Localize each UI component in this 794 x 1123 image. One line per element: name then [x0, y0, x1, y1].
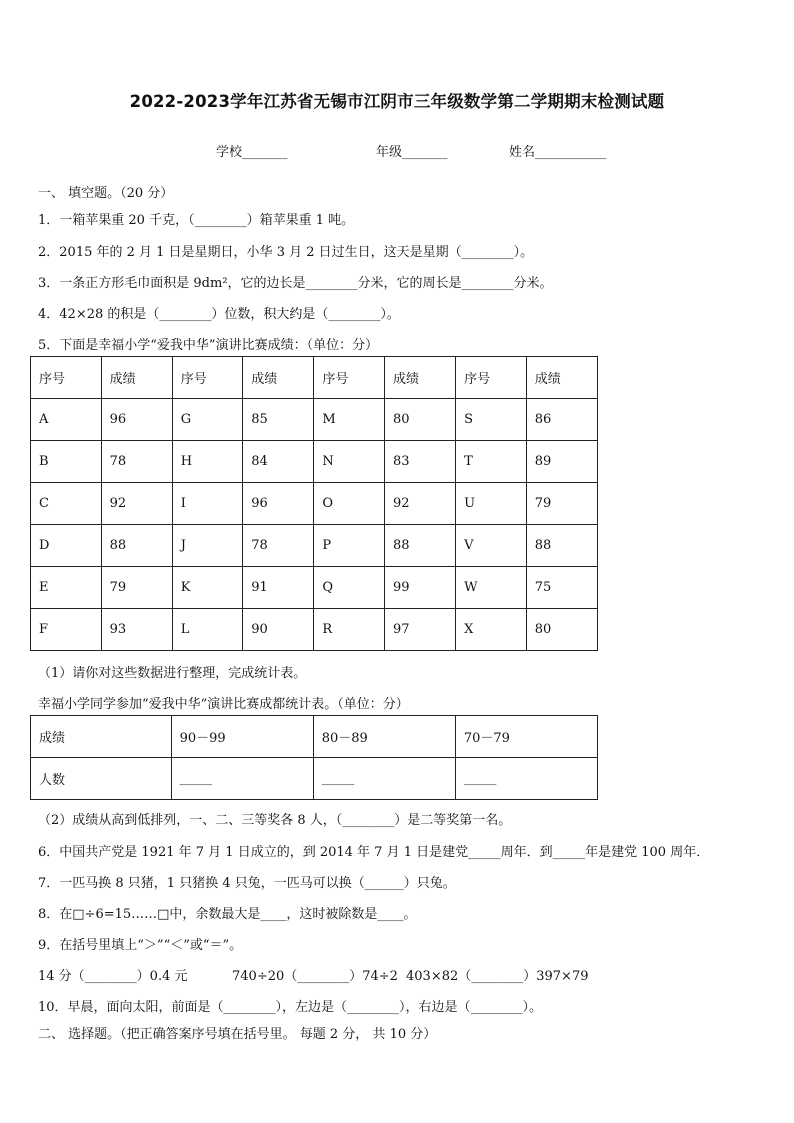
answer-blank[interactable]: _____: [455, 758, 597, 800]
table-cell: 90: [243, 609, 314, 651]
table-row: [31, 609, 598, 651]
table-cell: 88: [526, 525, 597, 567]
table-cell: 78: [101, 441, 172, 483]
table-cell: D: [31, 525, 102, 567]
question-5: 5．下面是幸福小学“爱我中华”演讲比赛成绩：（单位：分）: [38, 338, 379, 353]
table-cell: 96: [101, 399, 172, 441]
name-field[interactable]: 姓名___________: [509, 145, 607, 160]
table-cell: B: [31, 441, 102, 483]
table-cell: G: [172, 399, 243, 441]
table-cell: V: [456, 525, 527, 567]
table-cell: O: [314, 483, 385, 525]
table-row: [31, 758, 598, 800]
school-field[interactable]: 学校_______: [216, 145, 288, 160]
table-cell: N: [314, 441, 385, 483]
table-cell: 85: [243, 399, 314, 441]
grade-field[interactable]: 年级_______: [376, 145, 448, 160]
table-cell: 序号: [456, 357, 527, 399]
table-cell: 88: [385, 525, 456, 567]
question-9-item: 14 分（________）0.4 元: [38, 969, 188, 984]
table-cell: 成绩: [101, 357, 172, 399]
table-cell: 80－89: [313, 716, 455, 758]
table-cell: 92: [101, 483, 172, 525]
table-cell: K: [172, 567, 243, 609]
table-cell: F: [31, 609, 102, 651]
question-6: 6．中国共产党是 1921 年 7 月 1 日成立的，到 2014 年 7 月 1 日是建党_____周年．到_____年是建党 100 周年．: [38, 845, 710, 860]
question-5-part-2: （2）成绩从高到低排列，一、二、三等奖各 8 人，（________）是二等奖第一名。: [38, 813, 512, 828]
table-cell: L: [172, 609, 243, 651]
table-cell: 70－79: [455, 716, 597, 758]
table-cell: T: [456, 441, 527, 483]
answer-blank[interactable]: _____: [171, 758, 313, 800]
table-cell: 成绩: [31, 716, 172, 758]
table-cell: 序号: [172, 357, 243, 399]
table-cell: 86: [526, 399, 597, 441]
table-row: [31, 525, 598, 567]
table-cell: U: [456, 483, 527, 525]
table-cell: 93: [101, 609, 172, 651]
question-9-item: 403×82（________）397×79: [406, 969, 589, 984]
table-cell: Q: [314, 567, 385, 609]
table-cell: 92: [385, 483, 456, 525]
table-cell: 79: [526, 483, 597, 525]
table-cell: 78: [243, 525, 314, 567]
table-cell: 84: [243, 441, 314, 483]
table-cell: 80: [385, 399, 456, 441]
table-header-row: [31, 716, 598, 758]
table-cell: 75: [526, 567, 597, 609]
table-row: [31, 567, 598, 609]
question-2: 2．2015 年的 2 月 1 日是星期日，小华 3 月 2 日过生日，这天是星期（________）。: [38, 245, 534, 260]
table-cell: 96: [243, 483, 314, 525]
table-cell: S: [456, 399, 527, 441]
table-cell: 97: [385, 609, 456, 651]
table-cell: 91: [243, 567, 314, 609]
table-cell: 成绩: [526, 357, 597, 399]
table-cell: 成绩: [243, 357, 314, 399]
table-row: [31, 441, 598, 483]
section-multiple-choice-heading: 二、 选择题。（把正确答案序号填在括号里。 每题 2 分， 共 10 分）: [38, 1027, 437, 1042]
table-cell: 序号: [314, 357, 385, 399]
table-cell: H: [172, 441, 243, 483]
question-9-item: 740÷20（________）74÷2: [232, 969, 398, 984]
table-cell: 89: [526, 441, 597, 483]
stat-table-title: 幸福小学同学参加“爱我中华”演讲比赛成都统计表。（单位：分）: [38, 697, 409, 712]
table-cell: C: [31, 483, 102, 525]
table-cell: 人数: [31, 758, 172, 800]
question-8: 8．在□÷6=15……□中，余数最大是____，这时被除数是____。: [38, 907, 417, 922]
answer-blank[interactable]: _____: [313, 758, 455, 800]
table-cell: 88: [101, 525, 172, 567]
table-cell: 83: [385, 441, 456, 483]
table-cell: 成绩: [385, 357, 456, 399]
table-cell: I: [172, 483, 243, 525]
table-cell: 99: [385, 567, 456, 609]
question-7: 7．一匹马换 8 只猪，1 只猪换 4 只兔，一匹马可以换（______）只兔。: [38, 876, 456, 891]
question-3: 3．一条正方形毛巾面积是 9dm²，它的边长是________分米，它的周长是________分米。: [38, 276, 553, 291]
table-row: [31, 399, 598, 441]
table-cell: R: [314, 609, 385, 651]
question-1: 1．一箱苹果重 20 千克，（________）箱苹果重 1 吨。: [38, 213, 355, 228]
table-cell: 79: [101, 567, 172, 609]
table-cell: A: [31, 399, 102, 441]
section-fill-in-heading: 一、 填空题。（20 分）: [38, 186, 174, 201]
table-row: [31, 483, 598, 525]
table-cell: J: [172, 525, 243, 567]
table-cell: P: [314, 525, 385, 567]
table-cell: M: [314, 399, 385, 441]
table-cell: E: [31, 567, 102, 609]
stat-table: [30, 715, 598, 800]
question-9: 9．在括号里填上“＞”“＜”或“＝”。: [38, 938, 243, 953]
table-cell: X: [456, 609, 527, 651]
table-cell: 80: [526, 609, 597, 651]
question-10: 10．早晨，面向太阳，前面是（________），左边是（________），右边是（________）。: [38, 1000, 543, 1015]
table-cell: 序号: [31, 357, 102, 399]
page-title: 2022-2023学年江苏省无锡市江阴市三年级数学第二学期期末检测试题: [129, 92, 665, 111]
table-cell: W: [456, 567, 527, 609]
table-cell: 90－99: [171, 716, 313, 758]
question-5-part-1: （1）请你对这些数据进行整理，完成统计表。: [38, 666, 307, 681]
table-header-row: [31, 357, 598, 399]
score-table: [30, 356, 598, 651]
question-4: 4．42×28 的积是（________）位数，积大约是（________）。: [38, 307, 400, 322]
